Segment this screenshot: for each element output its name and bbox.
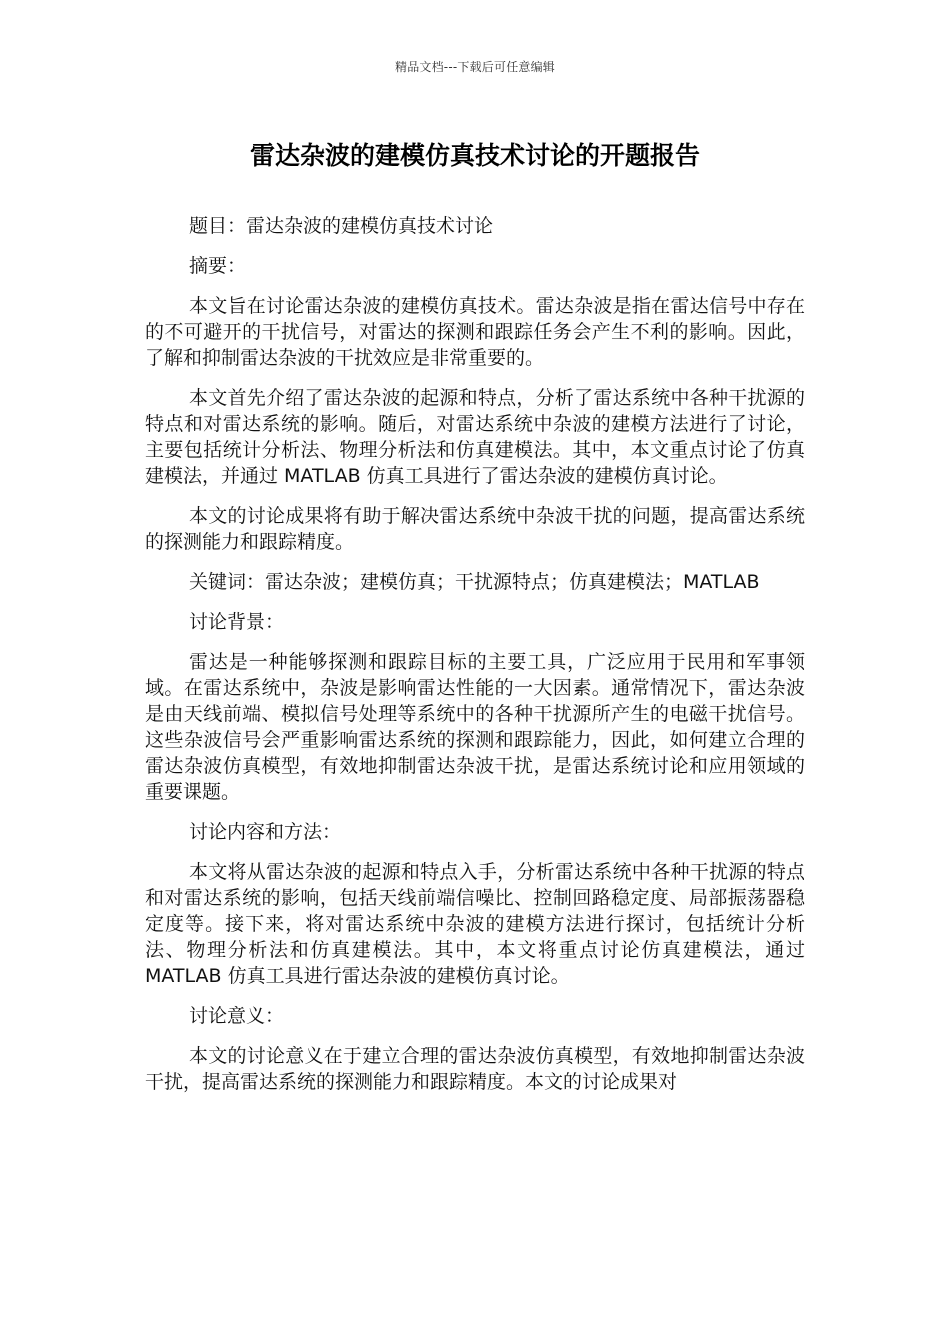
document-body (145, 213, 805, 1109)
paragraph-abstract-heading: 摘要： (189, 255, 247, 277)
paragraph-abstract-1: 本文旨在讨论雷达杂波的建模仿真技术。雷达杂波是指在雷达信号中存在的不可避开的干扰信号，对雷达的探测和跟踪任务会产生不利的影响。因此，了解和抑制雷达杂波的干扰效应是非常重要的。 (145, 295, 805, 369)
document-title: 雷达杂波的建模仿真技术讨论的开题报告 (249, 141, 700, 170)
paragraph-significance: 本文的讨论意义在于建立合理的雷达杂波仿真模型，有效地抑制雷达杂波干扰，提高雷达系统的探测能力和跟踪精度。本文的讨论成果对 (145, 1045, 805, 1093)
paragraph-keywords: 关键词：雷达杂波；建模仿真；干扰源特点；仿真建模法；MATLAB (189, 571, 760, 593)
paragraph-significance-heading: 讨论意义： (189, 1005, 285, 1027)
paragraph-abstract-2: 本文首先介绍了雷达杂波的起源和特点，分析了雷达系统中各种干扰源的特点和对雷达系统的影响。随后，对雷达系统中杂波的建模方法进行了讨论，主要包括统计分析法、物理分析法和仿真建模法。其中，本文重点讨论了仿真建模法，并通过 MATLAB 仿真工具进行了雷达杂波的建模仿真讨论。 (145, 387, 805, 487)
paragraph-topic: 题目：雷达杂波的建模仿真技术讨论 (189, 215, 494, 237)
paragraph-background-heading: 讨论背景： (189, 611, 285, 633)
paragraph-methods-heading: 讨论内容和方法： (189, 821, 342, 843)
paragraph-methods: 本文将从雷达杂波的起源和特点入手，分析雷达系统中各种干扰源的特点和对雷达系统的影响，包括天线前端信噪比、控制回路稳定度、局部振荡器稳定度等。接下来，将对雷达系统中杂波的建模方法进行探讨，包括统计分析法、物理分析法和仿真建模法。其中，本文将重点讨论仿真建模法，通过 MATLAB 仿真工具进行雷达杂波的建模仿真讨论。 (145, 861, 805, 987)
paragraph-background: 雷达是一种能够探测和跟踪目标的主要工具，广泛应用于民用和军事领域。在雷达系统中，杂波是影响雷达性能的一大因素。通常情况下，雷达杂波是由天线前端、模拟信号处理等系统中的各种干扰源所产生的电磁干扰信号。这些杂波信号会严重影响雷达系统的探测和跟踪能力，因此，如何建立合理的雷达杂波仿真模型，有效地抑制雷达杂波干扰，是雷达系统讨论和应用领域的重要课题。 (145, 651, 805, 803)
paragraph-abstract-3: 本文的讨论成果将有助于解决雷达系统中杂波干扰的问题，提高雷达系统的探测能力和跟踪精度。 (145, 505, 805, 553)
page-header-note: 精品文档---下载后可任意编辑 (395, 60, 555, 74)
